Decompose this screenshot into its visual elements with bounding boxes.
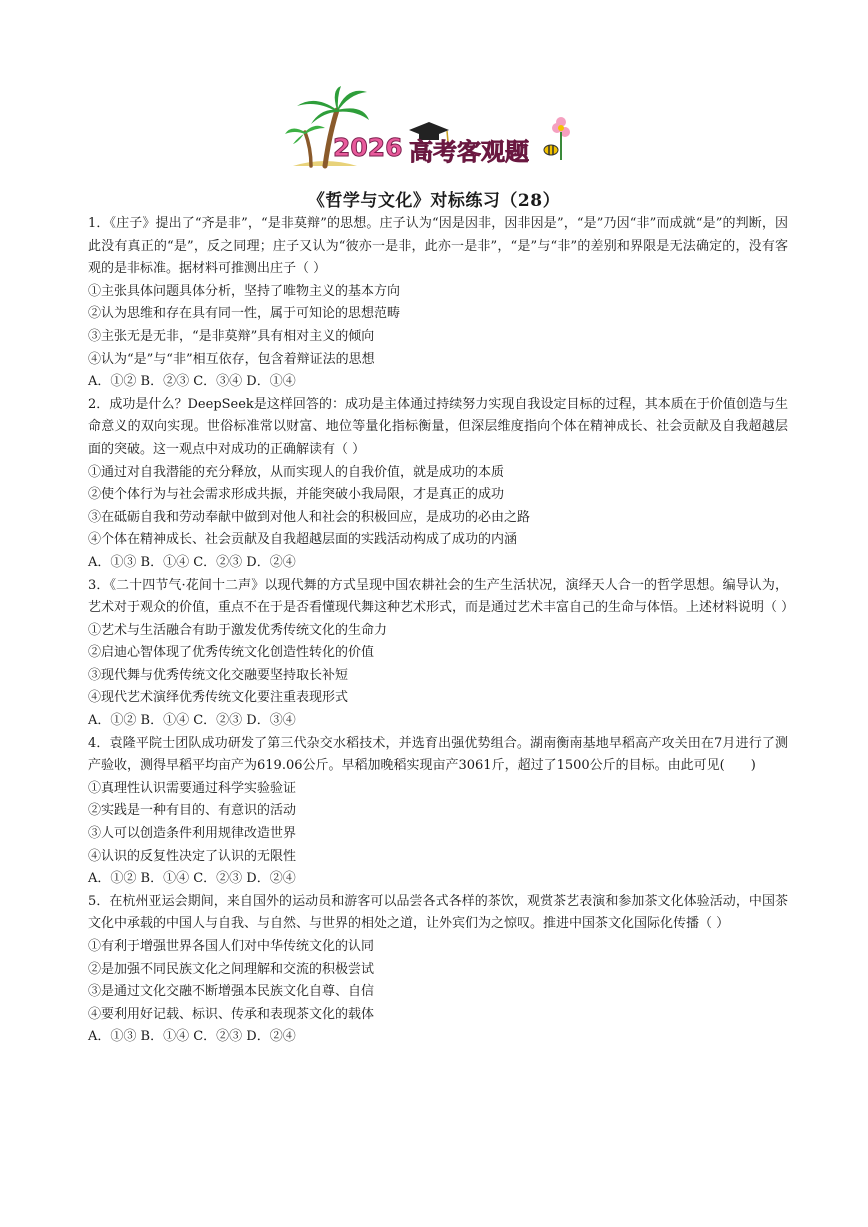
answer-choices: A．①③ B．①④ C．②③ D．②④ <box>88 554 296 570</box>
question-option: ③主张无是无非，“是非莫辩”具有相对主义的倾向 <box>88 328 375 344</box>
question-option: ④认为“是”与“非”相互依存，包含着辩证法的思想 <box>88 351 375 367</box>
question-option: ③在砥砺自我和劳动奉献中做到对他人和社会的积极回应，是成功的必由之路 <box>88 509 531 525</box>
question-list <box>88 213 795 1049</box>
question-2 <box>88 394 788 575</box>
answer-choices: A．①② B．①④ C．②③ D．②④ <box>88 871 296 887</box>
question-option: ①主张具体问题具体分析，坚持了唯物主义的基本方向 <box>88 283 401 299</box>
question-option: ①艺术与生活融合有助于激发优秀传统文化的生命力 <box>88 622 388 638</box>
answer-choices: A．①③ B．①④ C．②③ D．②④ <box>88 1029 296 1045</box>
question-stem: 3．《二十四节气·花间十二声》以现代舞的方式呈现中国农耕社会的生产生活状况，演绎天人合一的哲学思想。编导认为，艺术对于观众的价值，重点不在于是否看懂现代舞这种艺术形式，而是通过艺术丰富自己的生命与体悟。上述材料说明（ ） <box>88 577 795 616</box>
question-5 <box>88 891 788 1049</box>
question-option: ④现代艺术演绎优秀传统文化要注重表现形式 <box>88 690 349 706</box>
question-option: ②是加强不同民族文化之间理解和交流的积极尝试 <box>88 961 375 977</box>
question-option: ②启迪心智体现了优秀传统文化创造性转化的价值 <box>88 645 375 661</box>
question-option: ④要利用好记载、标识、传承和表现茶文化的载体 <box>88 1006 375 1022</box>
question-option: ③是通过文化交融不断增强本民族文化自尊、自信 <box>88 984 375 1000</box>
question-3 <box>88 575 795 733</box>
question-option: ②认为思维和存在具有同一性，属于可知论的思想范畴 <box>88 306 401 322</box>
question-option: ②实践是一种有目的、有意识的活动 <box>88 803 297 819</box>
question-stem: 2．成功是什么？DeepSeek是这样回答的：成功是主体通过持续努力实现自我设定目标的过程，其本质在于价值创造与生命意义的双向实现。世俗标准常以财富、地位等量化指标衡量，但深层维度指向个体在精神成长、社会贡献及自我超越层面的突破。这一观点中对成功的正确解读有（ ） <box>88 396 788 457</box>
question-option: ①通过对自我潜能的充分释放，从而实现人的自我价值，就是成功的本质 <box>88 464 505 480</box>
palm-tree-logo-icon <box>285 86 590 172</box>
question-option: ②使个体行为与社会需求形成共振，并能突破小我局限，才是真正的成功 <box>88 487 505 503</box>
page-title: 《哲学与文化》对标练习（28） <box>307 191 561 211</box>
answer-choices: A．①② B．②③ C．③④ D．①④ <box>88 374 296 390</box>
question-option: ④认识的反复性决定了认识的无限性 <box>88 848 297 864</box>
question-option: ③现代舞与优秀传统文化交融要坚持取长补短 <box>88 667 349 683</box>
answer-choices: A．①② B．①④ C．②③ D．③④ <box>88 713 296 729</box>
question-option: ①真理性认识需要通过科学实验验证 <box>88 780 297 796</box>
logo-year-text: 2026 <box>333 133 403 162</box>
question-option: ④个体在精神成长、社会贡献及自我超越层面的实践活动构成了成功的内涵 <box>88 532 518 548</box>
header-logo <box>285 86 590 172</box>
question-stem: 4．袁隆平院士团队成功研发了第三代杂交水稻技术，并选育出强优势组合。湖南衡南基地早稻高产攻关田在7月进行了测产验收，测得早稻平均亩产为619.06公斤。早稻加晚稻实现亩产3061斤，超过了1500公斤的目标。由此可见( ) <box>88 735 788 774</box>
question-stem: 1．《庄子》提出了“齐是非”，“是非莫辩”的思想。庄子认为“因是因非，因非因是”，“是”乃因“非”而成就“是”的判断，因此没有真正的“是”，反之同理；庄子又认为“彼亦一是非，此亦一是非”，“是”与“非”的差别和界限是无法确定的，没有客观的是非标准。据材料可推测出庄子（ ） <box>88 216 788 277</box>
question-option: ③人可以创造条件利用规律改造世界 <box>88 826 297 842</box>
logo-title-text: 高考客观题 <box>409 137 529 166</box>
question-1 <box>88 213 788 394</box>
question-stem: 5．在杭州亚运会期间，来自国外的运动员和游客可以品尝各式各样的茶饮，观赏茶艺表演和参加茶文化体验活动，中国茶文化中承载的中国人与自我、与自然、与世界的相处之道，让外宾们为之惊叹。推进中国茶文化国际化传播（ ） <box>88 893 788 932</box>
bee-icon <box>544 145 558 155</box>
question-4 <box>88 733 788 891</box>
question-option: ①有利于增强世界各国人们对中华传统文化的认同 <box>88 939 375 954</box>
